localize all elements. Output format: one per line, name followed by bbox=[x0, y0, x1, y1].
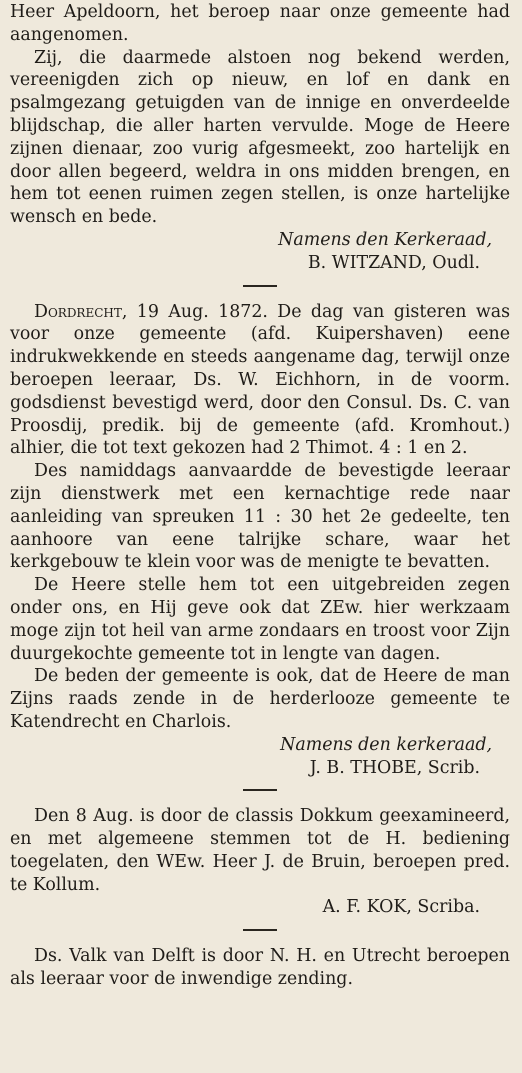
article2-paragraph-3: De Heere stelle hem tot een uitgebreiden zegen onder ons, en Hij geve ook dat ZEw. hier werkzaam moge zijn tot heil van arme zondaars en troost voor Zijn duurgekochte gemeente tot in lengte van dagen. bbox=[10, 575, 510, 664]
article2-opening-paragraph bbox=[10, 301, 510, 461]
article1-signature-line: Namens den Kerkeraad, bbox=[278, 229, 492, 250]
article3-paragraph: Den 8 Aug. is door de classis Dokkum geexamineerd, en met algemeene stemmen tot de H. bediening toegelaten, den WEw. Heer J. de Bruin, beroepen pred. te Kollum. bbox=[10, 806, 510, 895]
section-divider bbox=[243, 929, 277, 931]
article2-place: Dordrecht bbox=[34, 301, 122, 322]
section-divider bbox=[243, 285, 277, 287]
article3-signature-name: A. F. KOK, Scriba. bbox=[322, 897, 480, 918]
article1-opening-paragraph: Heer Apeldoorn, het beroep naar onze gemeente had aangenomen. bbox=[10, 2, 510, 45]
article2-paragraph-4: De beden der gemeente is ook, dat de Heere de man Zijns raads zende in de herderlooze gemeente te Katendrecht en Charlois. bbox=[10, 666, 510, 732]
article2-signature-name: J. B. THOBE, Scrib. bbox=[309, 757, 480, 778]
article4-paragraph: Ds. Valk van Delft is door N. H. en Utrecht beroepen als leeraar voor de inwendige zending. bbox=[10, 946, 510, 990]
article1-body-paragraph: Zij, die daarmede alstoen nog bekend werden, vereenigden zich op nieuw, en lof en dank en psalmgezang getuigden van de innige en onverdeelde blijdschap, die aller harten vervulde. Moge de Heere zijnen dienaar, zoo vurig afgesmeekt, zoo hartelijk en door allen begeerd, weldra in ons midden brengen, en hem tot eenen ruimen zegen stellen, is onze hartelijke wensch en bede. bbox=[10, 47, 510, 228]
article2-paragraph-2: Des namiddags aanvaardde de bevestigde leeraar zijn dienstwerk met een kernachtige rede naar aanleiding van spreuken 11 : 30 het 2e gedeelte, ten aanhoore van eene talrijke schare, waar het kerkgebouw te klein voor was de menigte te bevatten. bbox=[10, 461, 510, 573]
article1-signature-name: B. WITZAND, Oudl. bbox=[307, 252, 480, 273]
article2-signature-line: Namens den kerkeraad, bbox=[280, 734, 492, 755]
section-divider bbox=[243, 789, 277, 791]
article2-opening-text: , 19 Aug. 1872. De dag van gisteren was voor onze gemeente (afd. Kuipershaven) eene indrukwekkende en steeds aangename dag, terwijl onze beroepen leeraar, Ds. W. Eichhorn, in de voorm. godsdienst bevestigd werd, door den Consul. Ds. C. van Proosdij, predik. bij de gemeente (afd. Kromhout.) alhier, die tot text gekozen had 2 Thimot. 4 : 1 en 2. bbox=[10, 301, 510, 459]
